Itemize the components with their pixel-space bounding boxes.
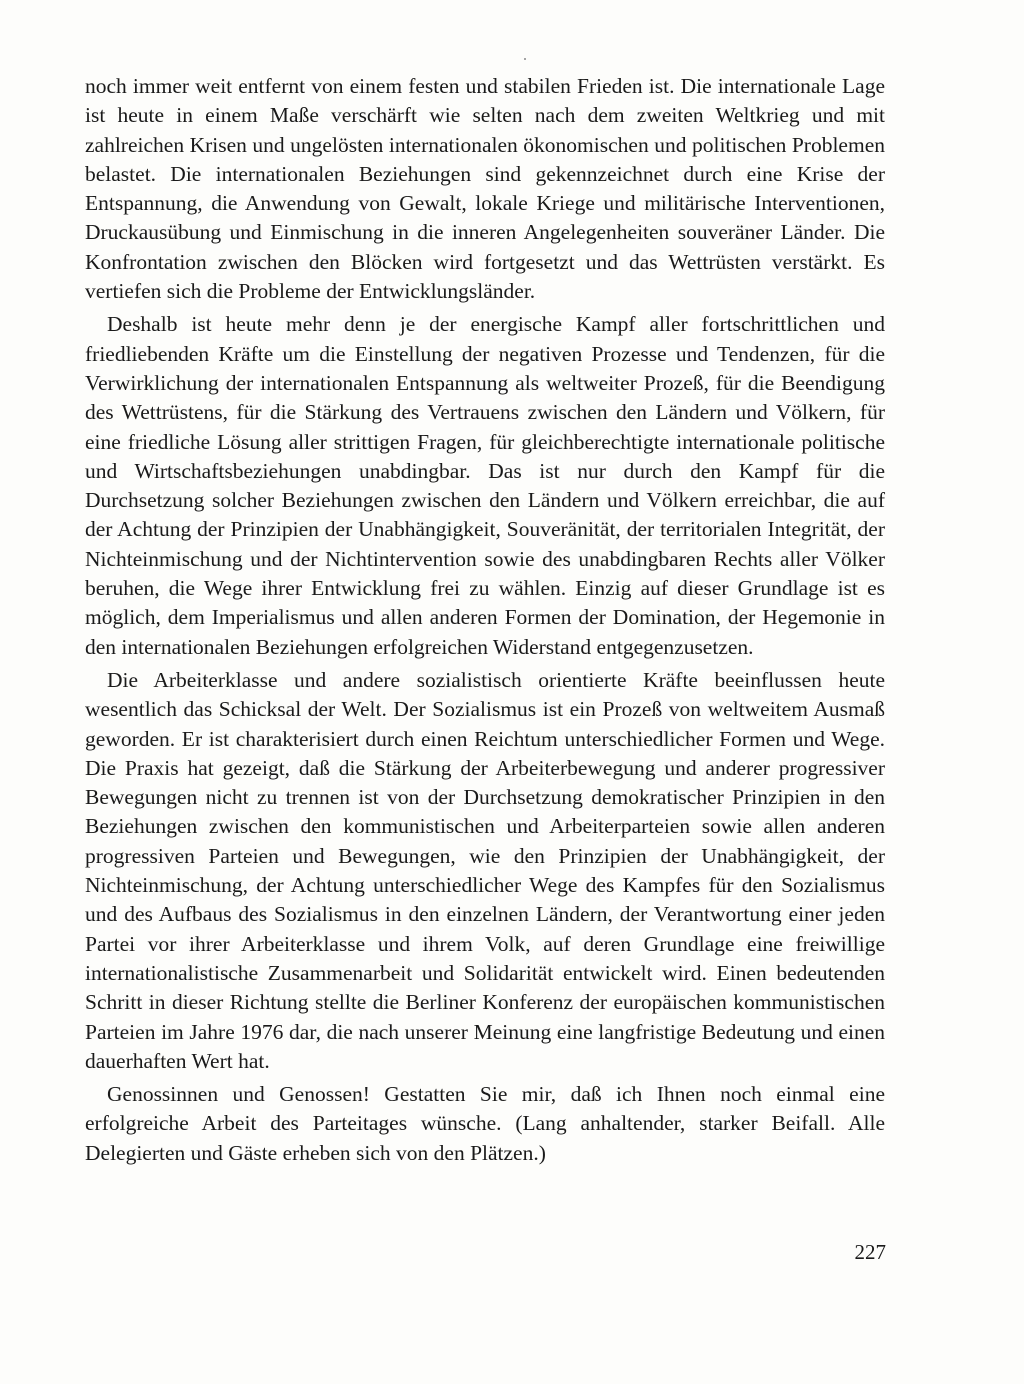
paragraph: Die Arbeiterklasse und andere sozialistisch orientierte Kräfte beeinflussen heute wesentlich das Schicksal der Welt. Der Sozialismus ist ein Prozeß von weltweitem Ausmaß geworden. Er ist charakterisiert durch einen Reichtum unterschiedlicher Formen und Wege. Die Praxis hat gezeigt, daß die Stärkung der Arbeiterbewegung und anderer progressiver Bewegungen nicht zu trennen ist von der Durchsetzung demokratischer Prinzipien in den Beziehungen zwischen den kommunistischen und Arbeiterparteien sowie allen anderen progressiven Parteien und Bewegungen, wie den Prinzipien der Unabhängigkeit, der Nichteinmischung, der Achtung unterschiedlicher Wege des Kampfes für den Sozialismus und des Aufbaus des Sozialismus in den einzelnen Ländern, der Verantwortung einer jeden Partei vor ihrer Arbeiterklasse und ihrem Volk, auf deren Grundlage eine freiwillige internationalistische Zusammenarbeit und Solidarität entwickelt wird. Einen bedeutenden Schritt in dieser Richtung stellte die Berliner Konferenz der europäischen kommunistischen Parteien im Jahre 1976 dar, die nach unserer Meinung eine langfristige Bedeutung und einen dauerhaften Wert hat. [85,667,885,1073]
body-text [85,72,885,1168]
paragraph: Genossinnen und Genossen! Gestatten Sie mir, daß ich Ihnen noch einmal eine erfolgreiche Arbeit des Parteitages wünsche. (Lang anhaltender, starker Beifall. Alle Delegierten und Gäste erheben sich von den Plätzen.) [85,1082,885,1165]
paragraph: Deshalb ist heute mehr denn je der energische Kampf aller fortschrittlichen und friedliebenden Kräfte um die Einstellung der negativen Prozesse und Tendenzen, für die Verwirklichung der internationalen Entspannung als weltweiter Prozeß, für die Beendigung des Wettrüstens, für die Stärkung des Vertrauens zwischen den Ländern und Völkern, für eine friedliche Lösung aller strittigen Fragen, für gleichberechtigte internationale politische und Wirtschaftsbeziehungen unabdingbar. Das ist nur durch den Kampf für die Durchsetzung solcher Beziehungen zwischen den Ländern und Völkern erreichbar, die auf der Achtung der Prinzipien der Unabhängigkeit, Souveränität, der territorialen Integrität, der Nichteinmischung und der Nichtintervention sowie des unabdingbaren Rechts aller Völker beruhen, die Wege ihrer Entwicklung frei zu wählen. Einzig auf dieser Grundlage ist es möglich, dem Imperialismus und allen anderen Formen der Domination, der Hegemonie in den internationalen Beziehungen erfolgreichen Widerstand entgegenzusetzen. [85,312,885,659]
page-number: 227 [854,1240,886,1264]
scan-speck [524,58,526,60]
paragraph-continuation: noch immer weit entfernt von einem festen und stabilen Frieden ist. Die internationale Lage ist heute in einem Maße verschärft wie selten nach dem zweiten Weltkrieg und mit zahlreichen Krisen und ungelösten internationalen ökonomischen und politischen Problemen belastet. Die internationalen Beziehungen sind gekennzeichnet durch eine Krise der Entspannung, die Anwendung von Gewalt, lokale Kriege und militärische Interventionen, Druckausübung und Einmischung in die inneren Angelegenheiten souveräner Länder. Die Konfrontation zwischen den Blöcken wird fortgesetzt und das Wettrüsten verstärkt. Es vertiefen sich die Probleme der Entwicklungsländer. [85,74,885,304]
